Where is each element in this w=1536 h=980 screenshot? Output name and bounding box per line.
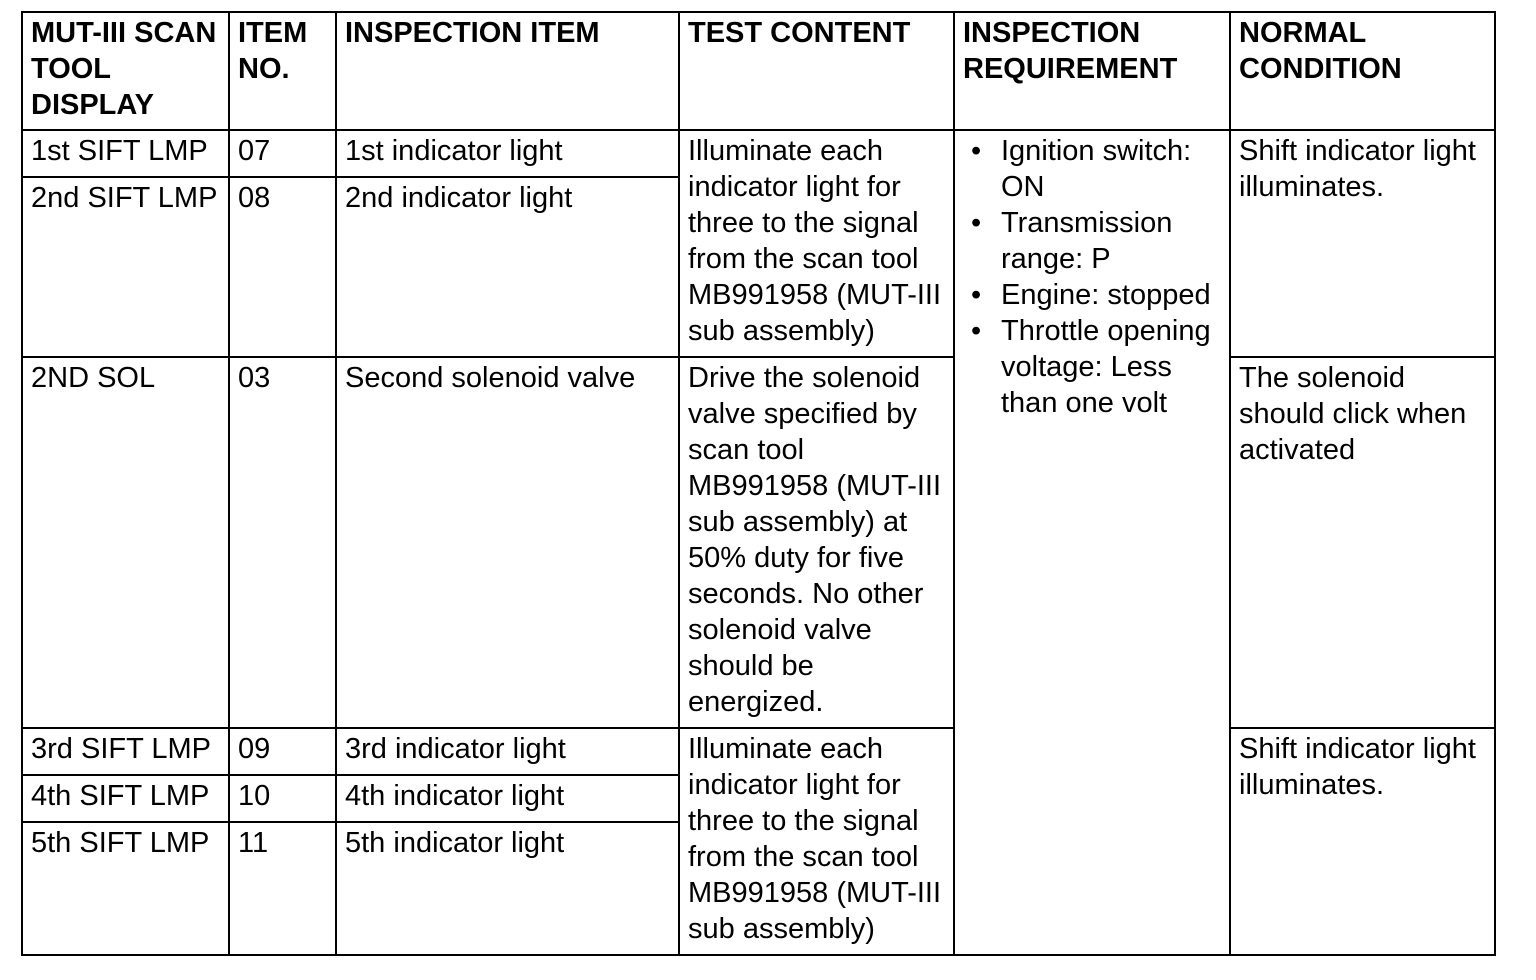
display-cell: 3rd SIFT LMP xyxy=(22,728,229,775)
normal-condition-cell: Shift indicator light illuminates. xyxy=(1230,728,1495,955)
display-cell: 1st SIFT LMP xyxy=(22,130,229,177)
item-no-cell: 03 xyxy=(229,357,336,728)
header-row xyxy=(22,12,1495,130)
normal-condition-cell: The solenoid should click when activated xyxy=(1230,357,1495,728)
requirement-list xyxy=(963,133,1221,421)
normal-condition-cell: Shift indicator light illuminates. xyxy=(1230,130,1495,357)
test-content-cell: Illuminate each indicator light for three to the signal from the scan tool MB991958 (MUT-III sub assembly) xyxy=(679,130,954,357)
header-item-no: ITEM NO. xyxy=(229,12,336,130)
inspection-item-cell: 1st indicator light xyxy=(336,130,679,177)
display-cell: 5th SIFT LMP xyxy=(22,822,229,955)
inspection-item-cell: 3rd indicator light xyxy=(336,728,679,775)
requirement-cell xyxy=(954,130,1230,955)
header-display: MUT-III SCAN TOOL DISPLAY xyxy=(22,12,229,130)
test-content-cell: Drive the solenoid valve specified by scan tool MB991958 (MUT-III sub assembly) at 50% duty for five seconds. No other solenoid valve should be energized. xyxy=(679,357,954,728)
display-cell: 2ND SOL xyxy=(22,357,229,728)
table-row xyxy=(22,728,1495,775)
test-content-cell: Illuminate each indicator light for three to the signal from the scan tool MB991958 (MUT-III sub assembly) xyxy=(679,728,954,955)
item-no-cell: 08 xyxy=(229,177,336,357)
inspection-item-cell: 2nd indicator light xyxy=(336,177,679,357)
requirement-item: • Engine: stopped xyxy=(1001,277,1221,313)
item-no-cell: 11 xyxy=(229,822,336,955)
item-no-cell: 09 xyxy=(229,728,336,775)
requirement-item: • Transmission range: P xyxy=(1001,205,1221,277)
header-inspection-item: INSPECTION ITEM xyxy=(336,12,679,130)
header-normal-condition: NORMAL CONDITION xyxy=(1230,12,1495,130)
inspection-table xyxy=(21,11,1496,956)
requirement-item: • Throttle opening voltage: Less than one volt xyxy=(1001,313,1221,421)
header-requirement: INSPECTION REQUIREMENT xyxy=(954,12,1230,130)
item-no-cell: 10 xyxy=(229,775,336,822)
table-row xyxy=(22,130,1495,177)
requirement-item: • Ignition switch: ON xyxy=(1001,133,1221,205)
inspection-item-cell: 5th indicator light xyxy=(336,822,679,955)
header-test-content: TEST CONTENT xyxy=(679,12,954,130)
inspection-item-cell: Second solenoid valve xyxy=(336,357,679,728)
item-no-cell: 07 xyxy=(229,130,336,177)
inspection-item-cell: 4th indicator light xyxy=(336,775,679,822)
table-row xyxy=(22,357,1495,728)
display-cell: 4th SIFT LMP xyxy=(22,775,229,822)
display-cell: 2nd SIFT LMP xyxy=(22,177,229,357)
